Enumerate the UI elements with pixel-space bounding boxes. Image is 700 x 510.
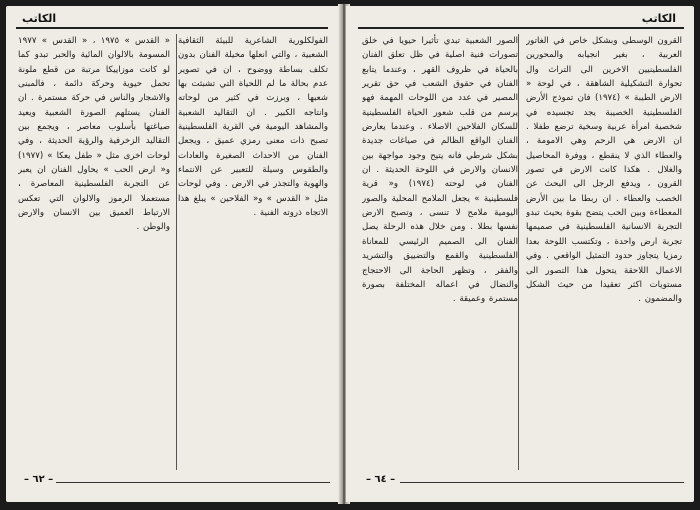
column-text: الصور الشعبية تبدي تأثيرا حيويا في خلق تصورات فنية اصلية في ظل تعلق الفنان بالحياة في ظروف القهر ، وعندما يتابع الفنان في حقوق الشعب في حق تقرير المصير في عدد من اللوحات المهمة فهو يرسم من قلب شعور الحياة الفلسطينية للسكان الفلاحين الاصلاء . وعندما يعارض الفنان الواقع الظالم في صياغات جديدة بشكل شرطي فانه يتيح وجود مواجهة بين الانسان والارض في اللوحة الحديثة . ان الفنان في لوحته (١٩٧٤) و« قرية فلسطينية » يجعل الملامح المحلية والصور اليومية ملامح لا تنسى ، وتصبح الارض نفسها بطلا . ومن خلال هذه الرحلة يصل الفنان الى الصميم الرئيسي للمعاناة الفلسطينية والقمع والتضييق والتشريد والفقر ، وتظهر الحاجة الى الاحتجاج والنضال في اعماله المختلفة بصورة مستمرة وعميقة . (362, 36, 518, 305)
right-page (346, 6, 694, 502)
footer-rule (400, 482, 684, 483)
left-page (6, 6, 342, 502)
page-header: الكاتب (641, 12, 676, 25)
page-number: – ٦٤ – (366, 474, 396, 485)
text-column-right (178, 34, 328, 470)
header-rule (358, 27, 684, 29)
column-divider (176, 34, 177, 470)
text-column-left (18, 34, 170, 470)
page-header: الكاتب (22, 12, 57, 25)
text-column-right (526, 34, 682, 470)
header-rule (16, 27, 328, 29)
column-divider (518, 34, 519, 470)
column-text: الفولكلورية الشاعرية للبيئة الثقافية الشعبية ، والتي انعلها مخيلة الفنان بدون تكلف بساطة ووضوح ، ان في تصوير عدم بحالة ما لم اللحياة التي تشبثت بها شعبها ، وبرزت في كثير من لوحاته وانتاجه الكبير . ان التقاليد الشعبية والمشاهد اليومية في القرية الفلسطينية تصبح ذات معنى رمزي عميق ، ويجعل الفنان من الاحداث الصغيرة والعادات والطقوس وسيلة للتعبير عن الانتماء والهوية والتجذر في الارض . وفي لوحات مثل « القدس » و« الفلاحين » يبلغ هذا الاتجاه ذروته الفنية . (178, 36, 328, 219)
column-text: « القدس » ١٩٧٥ ، « القدس » ١٩٧٧ المسومة بالالوان المائية والحبر تبدو كما لو كانت موزاييكا مرتبة من قطع ملونة تحمل حيوية وحركة دائمة ، فالمبنى والاشجار والناس في حركة مستمرة . ان الفنان يستلهم الصورة الشعبية ويعيد صياغتها بأسلوب معاصر ، ويجمع بين التقاليد الزخرفية والرؤية الحديثة ، وفي لوحات اخرى مثل « طفل يعكا » (١٩٧٧) و« ارض الحب » يحاول الفنان ان يعبر عن التجربة الفلسطينية المعاصرة ، مستعملا الرموز والالوان التي تعكس الارتباط العميق بين الانسان والارض والوطن . (18, 36, 170, 233)
footer-rule (56, 482, 330, 483)
column-text: القرون الوسطى وبشكل خاص في الغاتور العربية ، بغير انجيابه والمحورين الفلسطينيين الاخرين الى التراث وال تحوارة التشكيلية الشاهقة ، في لوحة « الارض الطيبة » (١٩٧٤) فان تموذج الأرض الفلسطينية الخصيبة يجد تجسيده في شخصية امرأة عربية وسخية ترضع طفلا . ان الارض هي الرحم وهي الامومة ، والعطاء الذي لا ينقطع ، ووفرة المحاصيل والغلال . هكذا كانت الارض في تصور القرون ، ويدفع الرجل الى البحث عن الخصب والعطاء . ان ربطا ما بين الأرض المعطاءة وبين الحب يتضح بقوة بحيث تبدو التجربة الانسانية الفلسطينية في صميمها تجربة ارض واحدة ، وتكتسب اللوحة بعدا رمزيا يتجاوز حدود التمثيل الواقعي . وفي الاعمال اللاحقة يتحول هذا التصور الى مستويات اكثر تعقيدا من حيث الشكل والمضمون . (526, 36, 682, 305)
text-column-left (362, 34, 518, 470)
page-number: – ٦٢ – (24, 474, 54, 485)
